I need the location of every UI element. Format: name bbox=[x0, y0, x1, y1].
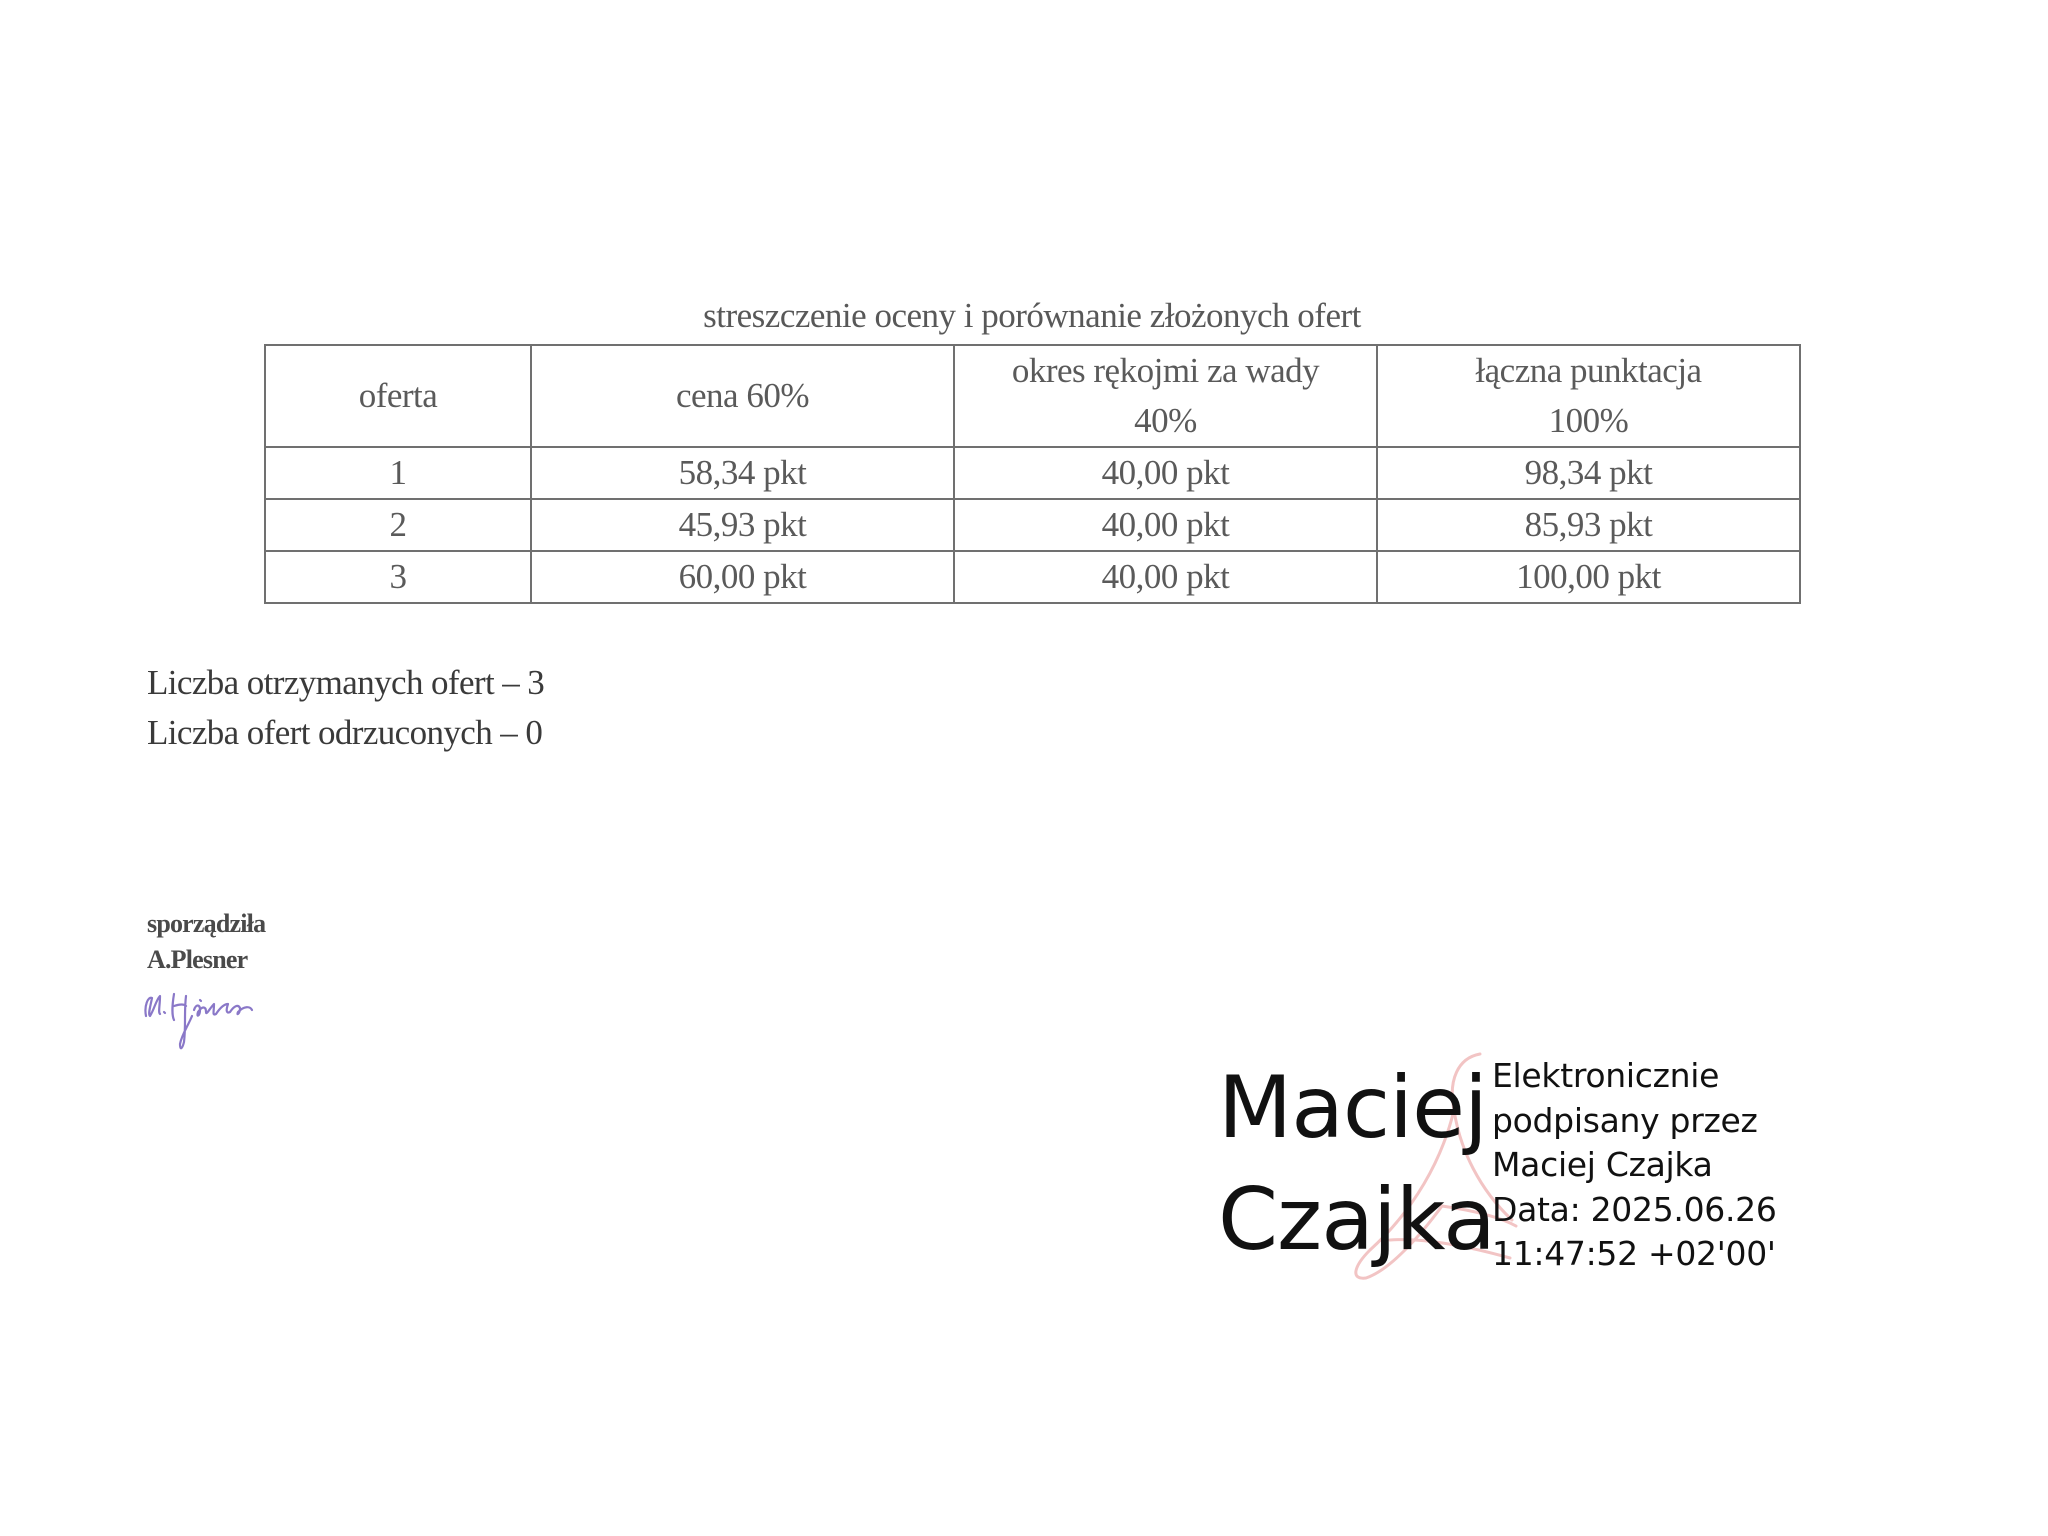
cell-price: 58,34 pkt bbox=[531, 447, 954, 499]
cell-total: 85,93 pkt bbox=[1377, 499, 1800, 551]
offers-summary-table bbox=[264, 344, 1801, 604]
received-offers-count: Liczba otrzymanych ofert – 3 bbox=[147, 663, 545, 702]
cell-price: 60,00 pkt bbox=[531, 551, 954, 603]
rejected-offers-count: Liczba ofert odrzuconych – 0 bbox=[147, 713, 543, 752]
electronic-signature-details: Elektronicznie podpisany przez Maciej Czajka Data: 2025.06.26 11:47:52 +02'00' bbox=[1492, 1056, 1777, 1273]
cell-warranty: 40,00 pkt bbox=[954, 499, 1377, 551]
table-row bbox=[265, 551, 1800, 603]
header-price: cena 60% bbox=[531, 345, 954, 447]
cell-total: 100,00 pkt bbox=[1377, 551, 1800, 603]
cell-warranty: 40,00 pkt bbox=[954, 551, 1377, 603]
cell-warranty: 40,00 pkt bbox=[954, 447, 1377, 499]
table-row bbox=[265, 499, 1800, 551]
prepared-by-label: sporządziła bbox=[147, 909, 266, 938]
header-offer: oferta bbox=[265, 345, 531, 447]
header-warranty: okres rękojmi za wady 40% bbox=[954, 345, 1377, 447]
electronic-signer-name: Maciej Czajka bbox=[1218, 1058, 1495, 1270]
handwritten-signature-icon bbox=[140, 986, 270, 1056]
prepared-by-name: A.Plesner bbox=[147, 945, 248, 974]
cell-offer: 3 bbox=[265, 551, 531, 603]
offer-statistics bbox=[147, 658, 544, 758]
header-total: łączna punktacja 100% bbox=[1377, 345, 1800, 447]
table-caption: streszczenie oceny i porównanie złożonych ofert bbox=[703, 296, 1361, 335]
table-row bbox=[265, 447, 1800, 499]
prepared-by-block bbox=[147, 906, 265, 978]
table-header-row bbox=[265, 345, 1800, 447]
cell-total: 98,34 pkt bbox=[1377, 447, 1800, 499]
cell-offer: 1 bbox=[265, 447, 531, 499]
cell-offer: 2 bbox=[265, 499, 531, 551]
cell-price: 45,93 pkt bbox=[531, 499, 954, 551]
